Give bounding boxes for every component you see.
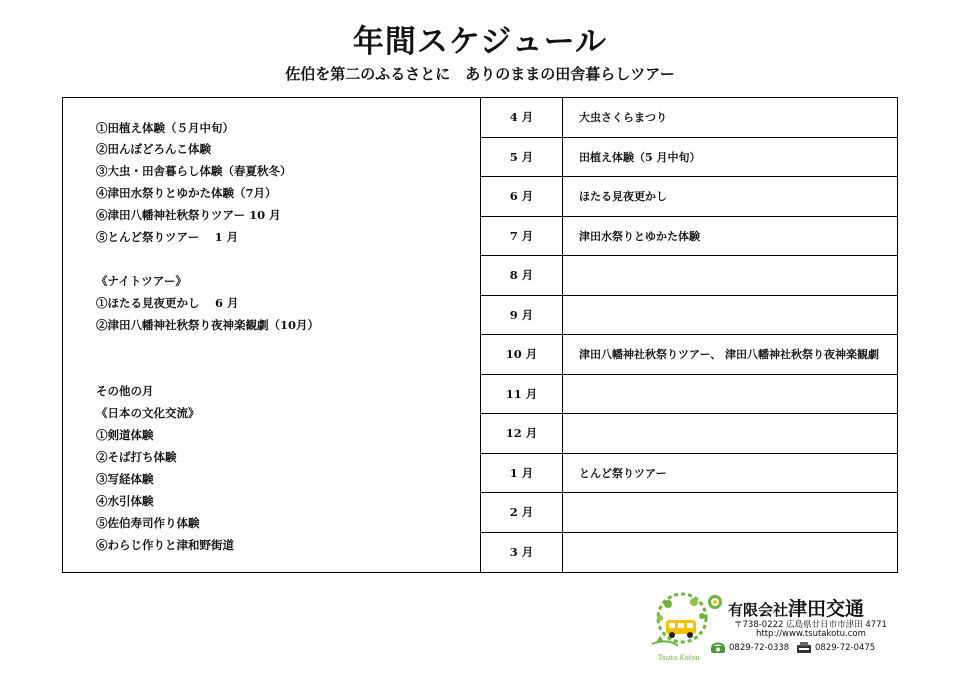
month-cell: 3 月	[481, 533, 563, 573]
month-cell: 5 月	[481, 138, 563, 177]
tel-number[interactable]: 0829-72-0338	[729, 643, 790, 653]
event-cell: 津田八幡神社秋祭りツアー、 津田八幡神社秋祭り夜神楽観劇	[579, 348, 880, 362]
culture-item: ②そば打ち体験	[96, 450, 177, 464]
culture-item: ⑤佐伯寿司作り体験	[96, 516, 200, 530]
program-item: ②田んぼどろんこ体験	[96, 142, 211, 156]
logo-script-text: Tsuta Kotsu	[658, 654, 700, 662]
month-cell: 4 月	[481, 98, 563, 137]
month-cell: 7 月	[481, 217, 563, 256]
monthly-schedule-table	[481, 98, 899, 572]
schedule-row	[481, 256, 897, 296]
fax-row	[796, 642, 875, 654]
event-cell: 田植え体験（5 月中旬）	[579, 150, 701, 164]
schedule-row	[481, 296, 897, 336]
program-list-panel	[63, 98, 481, 572]
month-cell: 10 月	[481, 335, 563, 374]
culture-item: ⑥わらじ作りと津和野街道	[96, 538, 234, 552]
company-name-prefix: 有限会社	[728, 601, 789, 619]
culture-item: ④水引体験	[96, 494, 154, 508]
schedule-row	[481, 414, 897, 454]
company-name-main: 津田交通	[788, 598, 865, 620]
company-logo-icon	[648, 588, 714, 668]
schedule-frame	[62, 97, 898, 573]
schedule-row	[481, 217, 897, 257]
company-block	[648, 588, 898, 668]
month-cell: 1 月	[481, 454, 563, 493]
month-cell: 2 月	[481, 493, 563, 532]
schedule-row	[481, 98, 897, 138]
company-name	[728, 594, 864, 621]
event-cell: 大虫さくらまつり	[579, 111, 667, 125]
culture-heading: 《日本の文化交流》	[96, 406, 200, 420]
program-item: ③大虫・田舎暮らし体験（春夏秋冬）	[96, 164, 292, 178]
company-emblem-icon	[707, 594, 723, 610]
night-tour-item: ②津田八幡神社秋祭り夜神楽観劇（10月）	[96, 318, 320, 332]
month-cell: 11 月	[481, 375, 563, 414]
month-cell: 8 月	[481, 256, 563, 295]
schedule-row	[481, 454, 897, 494]
page-subtitle: 佐伯を第二のふるさとに ありのままの田舎暮らしツアー	[285, 65, 675, 83]
fax-number: 0829-72-0475	[815, 643, 876, 653]
schedule-row	[481, 533, 897, 573]
program-item: ④津田水祭りとゆかた体験（7月）	[96, 186, 277, 200]
schedule-row	[481, 138, 897, 178]
schedule-row	[481, 335, 897, 375]
telephone-icon	[710, 642, 726, 654]
month-cell: 9 月	[481, 296, 563, 335]
schedule-row	[481, 493, 897, 533]
program-item: ①田植え体験（５月中旬）	[96, 121, 234, 135]
schedule-row	[481, 177, 897, 217]
month-cell: 6 月	[481, 177, 563, 216]
night-tour-item: ①ほたる見夜更かし 6 月	[96, 296, 239, 310]
schedule-row	[481, 375, 897, 415]
culture-item: ③写経体験	[96, 472, 154, 486]
fax-icon	[796, 642, 812, 654]
event-cell: とんど祭りツアー	[579, 466, 667, 480]
program-item: ⑤とんど祭りツアー 1 月	[96, 230, 239, 244]
company-address: 〒738-0222 広島県廿日市市津田 4771	[734, 620, 887, 630]
company-url[interactable]: http://www.tsutakotu.com	[756, 629, 866, 639]
culture-item: ①剣道体験	[96, 428, 154, 442]
night-tour-heading: 《ナイトツアー》	[96, 274, 187, 288]
month-cell: 12 月	[481, 414, 563, 453]
event-cell: ほたる見夜更かし	[579, 190, 667, 204]
other-months-heading: その他の月	[96, 384, 154, 398]
program-item: ⑥津田八幡神社秋祭りツアー 10 月	[96, 208, 281, 222]
page-title: 年間スケジュール	[352, 24, 608, 60]
tel-row	[710, 642, 789, 654]
event-cell: 津田水祭りとゆかた体験	[579, 229, 700, 243]
